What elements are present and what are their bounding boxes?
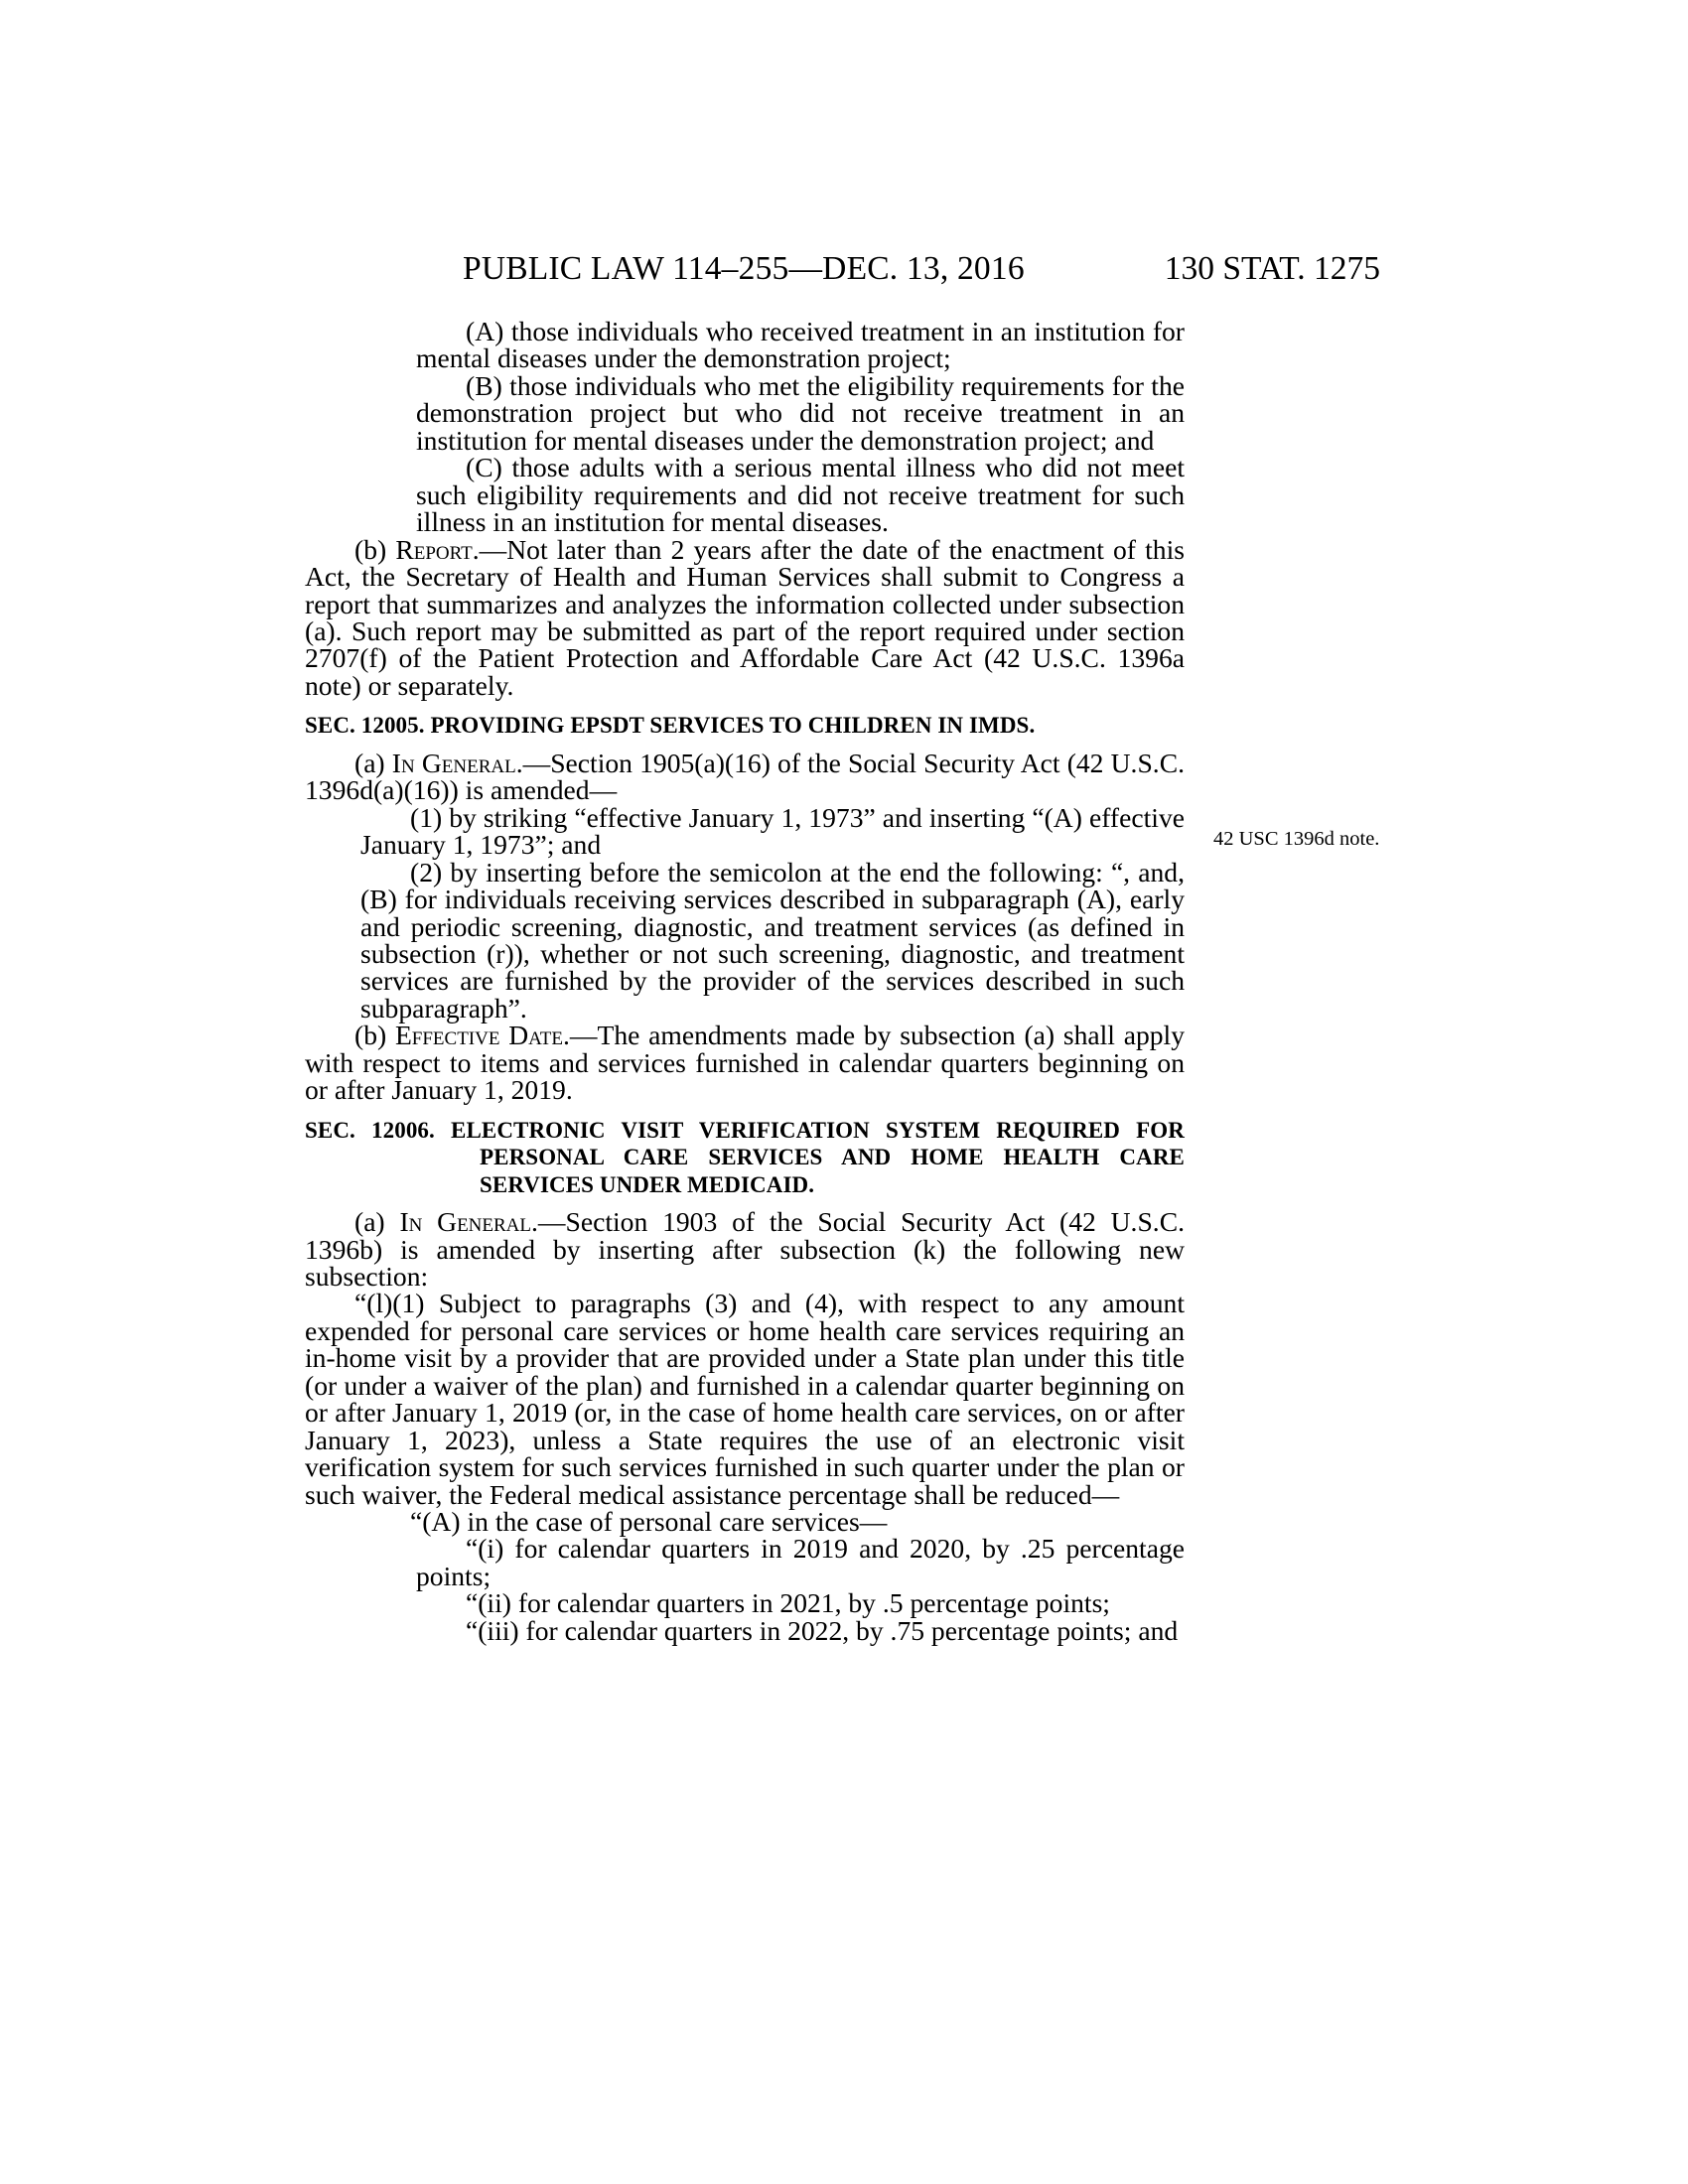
running-head-title: PUBLIC LAW 114–255—DEC. 13, 2016 <box>463 250 1025 287</box>
section-12005-paragraph-2: (2) by inserting before the semicolon at the end the following: “, and, (B) for individuals receiving services described in subparagraph (A), early and periodic screening, diagnostic, and treatment services (as defined in subsection (r)), whether or not such screening, diagnostic, and treatment services are furnished by the provider of the services described in such subparagraph”. <box>360 856 1185 1024</box>
subsection-text: .—Section 1903 of the Social Security Act (42 U.S.C. 1396b) is amended by inserting after subsection (k) the following new subsection: <box>305 1206 1185 1292</box>
section-12006-paragraph-l-1: “(l)(1) Subject to paragraphs (3) and (4), with respect to any amount expended for personal care services or home health care services requiring an in-home visit by a provider that are provided under a State plan under this title (or under a waiver of the plan) and furnished in a calendar quarter beginning on or after January 1, 2019 (or, in the case of home health care services, on or after January 1, 2023), unless a State requires the use of an electronic visit verification system for such services furnished in such quarter under the plan or such waiver, the Federal medical assistance percentage shall be reduced— <box>305 1288 1185 1510</box>
section-12006-subsection-a <box>305 1208 1185 1290</box>
subsection-b-report <box>305 533 1186 701</box>
subsection-text: .—Section 1905(a)(16) of the Social Security Act (42 U.S.C. 1396d(a)(16)) is amended— <box>305 747 1185 806</box>
subsection-caption: Effective Date <box>394 1020 563 1051</box>
section-12006-clause-i: “(i) for calendar quarters in 2019 and 2020, by .25 percentage points; <box>416 1533 1185 1591</box>
subsection-label: (a) <box>354 1206 400 1238</box>
subsection-caption: Report <box>395 533 473 565</box>
law-text-body <box>305 318 1185 1644</box>
section-12006-subparagraph-A: “(A) in the case of personal care services— <box>410 1506 888 1538</box>
subsection-text: .—Not later than 2 years after the date of the enactment of this Act, the Secretary of Health and Human Services shall submit to Congress a report that summarizes and analyzes the information collected under subsection (a). Such report may be submitted as part of the report required under section 2707(f) of the Patient Protection and Affordable Care Act (42 U.S.C. 1396a note) or separately. <box>305 533 1186 701</box>
margin-note-usc-citation: 42 USC 1396d note. <box>1213 828 1380 850</box>
section-12005-paragraph-1: (1) by striking “effective January 1, 1973” and inserting “(A) effective January 1, 1973”; and <box>360 801 1185 861</box>
subsection-label: (a) <box>354 747 392 778</box>
section-12006-clause-iii: “(iii) for calendar quarters in 2022, by .75 percentage points; and <box>466 1614 1179 1646</box>
section-12006-heading: SEC. 12006. ELECTRONIC VISIT VERIFICATION SYSTEM REQUIRED FOR PERSONAL CARE SERVICES AND HOME HEALTH CARE SERVICES UNDER MEDICAID. <box>305 1117 1185 1197</box>
subsection-caption: In General <box>399 1206 532 1238</box>
subsection-label: (b) <box>354 533 396 565</box>
section-12005-heading: SEC. 12005. PROVIDING EPSDT SERVICES TO CHILDREN IN IMDS. <box>305 713 1036 739</box>
page-number: 130 STAT. 1275 <box>1164 250 1380 287</box>
paragraph-a-B: (B) those individuals who met the eligibility requirements for the demonstration project but who did not receive treatment in an institution for mental diseases under the demonstration project; and <box>416 369 1185 456</box>
section-12006-clause-ii: “(ii) for calendar quarters in 2021, by .5 percentage points; <box>466 1587 1110 1619</box>
paragraph-a-A: (A) those individuals who received treatment in an institution for mental diseases under the demonstration project; <box>416 316 1185 374</box>
subsection-text: .—The amendments made by subsection (a) shall apply with respect to items and services furnished in calendar quarters beginning on or after January 1, 2019. <box>305 1020 1186 1106</box>
section-12005-subsection-b <box>305 1020 1186 1106</box>
subsection-caption: In General <box>391 747 516 778</box>
subsection-label: (b) <box>354 1020 395 1051</box>
section-12005-subsection-a <box>305 747 1185 806</box>
paragraph-a-C: (C) those adults with a serious mental illness who did not meet such eligibility requirements and did not receive treatment for such illness in an institution for mental diseases. <box>416 452 1185 538</box>
